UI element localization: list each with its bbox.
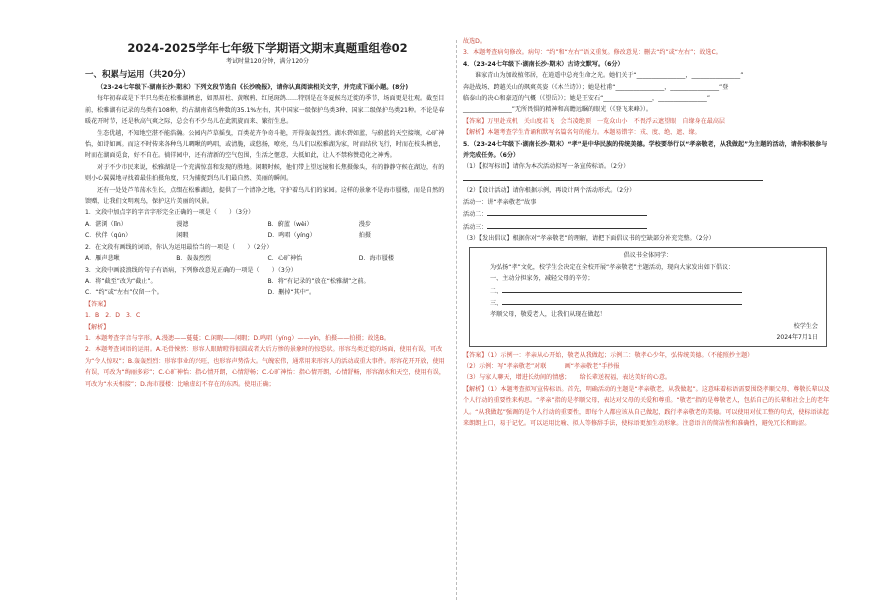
answer-label: 【答案】 bbox=[463, 351, 488, 359]
answer-line[interactable] bbox=[463, 173, 763, 181]
analysis-label: 【解析】 bbox=[463, 129, 488, 137]
option: C．心旷神怡 bbox=[267, 255, 303, 263]
option: C．“约”或“左右”仅留一个。 bbox=[85, 289, 163, 297]
analysis-label: 【解析】 bbox=[85, 323, 110, 331]
passage-paragraph: 对于不少市民来说，松雅湖是一个充满惊喜和发现的胜地。闲暇时候，他们带上望远镜和长焦摄像头，有的静静守候在湖边，有的则小心翼翼地寻找着最佳拍摄角度，只为捕捉到鸟儿们最自然、美丽的瞬间。 bbox=[85, 163, 445, 183]
question-5: 5．（23-24七年级下·湖南长沙·期末）“孝”是中华民族的传统美德。学校要举行以“孝亲敬老，从我做起”为主题的活动，请你积极参与并完成任务。（6分） bbox=[463, 140, 828, 160]
analysis-text: 3．本题考查病句修改。病句：“约”和“左右”语义重复。修改意见：删去“约”或“左右”；故选C。 bbox=[463, 49, 722, 57]
question-3-options bbox=[85, 276, 450, 287]
proposal-title: 倡议书全体同学： bbox=[623, 252, 673, 260]
option: A．湛浏（lǐn） bbox=[85, 220, 127, 228]
question-1-options bbox=[85, 230, 450, 241]
proposal-date: 2024年7月1日 bbox=[776, 334, 818, 342]
analysis-text: （1）本题考查拟写宣传标语。首先，明确活动的主题是“孝亲敬老，从我做起”。这意味着标语需要围绕孝顺父母、尊敬长辈以及个人行动的重要性来构思。“孝亲”指的是孝顺父母，表达对父母的关爱和尊重。“敬老”指的是尊敬老人，包括自己的长辈和社会上的老年人。“从我做起”强调的是个人行动的重要性，即每个人都应该从自己做起，践行孝亲敬老的美德。可以使用对仗工整的句式，使标语读起来朗朗上口，易于记忆。可以运用比喻、拟人等修辞手法，使标语更加生动形象。注意语言的简洁性和准确性，避免冗长和晦涩。 bbox=[463, 385, 830, 427]
proposal-item: 三、 bbox=[490, 299, 503, 307]
answer-label: 【答案】 bbox=[85, 300, 110, 308]
question-2: 2．在文段有画线的词语，你认为运用最恰当的一项是（ ）（2分） bbox=[85, 243, 273, 251]
analysis-text: 本题考查学生背诵和默写名篇名句的能力。本题易错字：戎、度、绝、遮、缘。 bbox=[487, 129, 701, 137]
analysis-text: 1．本题考查字音与字形。A.漫漶——蔓蔓；C.闲暇——闲暇；D.鸣唱（yíng）——yín，拍摄——拍摄；故选B。 bbox=[85, 334, 391, 342]
option: B．将“有记录的”放在“松雅湖”之前。 bbox=[267, 277, 370, 285]
proposal-closing: 孝顺父母，敬爱老人，让我们从现在做起！ bbox=[490, 311, 606, 319]
question-5-2: （2）【设计活动】请你根据示例，再设计两个活动形式。（2分） bbox=[463, 187, 636, 195]
passage-paragraph: 每年初春或是下半只鸟类在松雅湖栖息，如黑眉杜、黄喉鸦、红尾斑鸽……特别是在冬夏候鸟迁徙的季节，场面更是壮观。截至目前，松雅湖有记录的鸟类有108种，约占湖南省鸟种数的35.1%左右，其中国家一级保护鸟类3种、国家二级保护鸟类21种。不论是春暖花开时节，还是秋高气爽之际，总会有不少鸟儿在此凯旋而来、繁衍生息。 bbox=[85, 95, 445, 126]
question-2-options bbox=[85, 253, 450, 264]
option: A．雁声悲啾 bbox=[85, 255, 120, 263]
question-1: 1．文段中加点字的字音字形完全正确的一项是（ ）（3分） bbox=[85, 209, 255, 217]
analysis-label: 【解析】 bbox=[463, 385, 488, 393]
question-3-options bbox=[85, 287, 450, 298]
option: B．轰轰烈烈 bbox=[176, 255, 211, 263]
activity-1: 活动一：讲“孝亲敬老”故事 bbox=[463, 198, 537, 206]
question-5-3: （3）【发出倡议】根据你对“孝亲敬老”的理解，请把下面倡议书的空缺部分补充完整。（2分） bbox=[463, 234, 715, 242]
option: C．伙伴（qún） bbox=[85, 232, 132, 240]
proposal-item: 二、 bbox=[490, 287, 503, 295]
passage-paragraph: 还有一处处芦苇荡水生长，点缀在松雅湖边，提供了一个清净之地，守护着鸟儿们的家园。这样的景象不是海市蜃楼，而是自然的馈赠，让我们文明观鸟，保护这片美丽的风景。 bbox=[85, 186, 445, 206]
activity-2: 活动二： bbox=[463, 211, 488, 219]
analysis-text: 故选D。 bbox=[463, 38, 486, 45]
question-5-1: （1）【拟写标语】请你为本次活动拟写一条宣传标语。（2分） bbox=[463, 163, 630, 171]
option: 拍摄 bbox=[358, 232, 371, 240]
option: 漫漶 bbox=[176, 220, 189, 228]
answer-text: （3）与家人聊天，增进长幼间的情感； 给长辈送祝福，表达美好的心意。 bbox=[463, 374, 672, 382]
answer-line[interactable] bbox=[487, 208, 647, 216]
question-1-options bbox=[85, 219, 450, 230]
right-column bbox=[463, 0, 833, 429]
proposal-body: 为弘扬“孝”文化，校学生会决定在全校开展“孝亲敬老”主题活动，现向大家发出如下倡议： bbox=[490, 263, 735, 271]
column-divider bbox=[456, 40, 457, 600]
section-heading: 一、积累与运用（共20分） bbox=[85, 70, 191, 80]
proposal-item: 一、主动分担家务，减轻父母的辛劳； bbox=[490, 275, 594, 283]
answer-text: 万里赴戎机 关山度若飞 会当凌绝顶 一览众山小 不畏浮云遮望眼 自缘身在最高层 bbox=[487, 117, 726, 125]
analysis-text: 2．本题考查词语的运用。A.毛骨悚然：形容人眼睛瞪得很圆或者大后方惨的景象时的惊恐状。形容鸟类迁徙的场面，使用有误，可改为“令人惊叹”；B.轰轰烈烈：形容事业的兴旺，也形容声势浩大。气魄宏伟，通常用来形容人的活动或重大事件。形容花开开放，使用有误，可改为“绚丽多彩”；C.心旷神怡：指心情开朗，心情舒畅；C.心旷神怡：指心情开朗，心情舒畅，形容湖水和天空，使用有误，可改为“水天相接”；D.海市蜃楼：比喻虚幻不存在的东西。使用正确； bbox=[85, 346, 445, 388]
left-column bbox=[85, 0, 450, 390]
answer-line[interactable] bbox=[502, 285, 742, 293]
option: 闲暇 bbox=[176, 232, 189, 240]
option: B．蔚蓝（wèi） bbox=[267, 220, 313, 228]
option: D．海市蜃楼 bbox=[358, 255, 394, 263]
question-3: 3．文段中画波浪线的句子有语病，下列修改意见正确的一项是（ ）（3分） bbox=[85, 266, 297, 274]
option: A．将“截至”改为“截止”。 bbox=[85, 277, 157, 285]
question-4-body: ________________”无所畏惧的精神和高瞻远瞩的眼光（《登飞来峰》）。 bbox=[463, 106, 653, 114]
answer-text: （2）示例：写“孝亲敬老”对联 画“孝亲敬老”手抄报 bbox=[463, 362, 620, 370]
option: D．鸣唱（yíng） bbox=[267, 232, 316, 240]
answer-text: 1．B 2．D 3．C bbox=[85, 312, 141, 320]
question-4-body: 谁家青山为加故植邻居，在逍遥中总亮生命之光。她们关于“________________，________________” bbox=[475, 72, 744, 80]
answer-line[interactable] bbox=[487, 221, 647, 229]
question-4: 4．（23-24七年级下·湖南长沙·期末）古诗文默写。（6分） bbox=[463, 60, 624, 68]
page-title: 2024-2025学年七年级下学期语文期末真题重组卷02 bbox=[127, 41, 408, 55]
answer-line[interactable] bbox=[502, 297, 742, 305]
proposal-box bbox=[469, 247, 827, 346]
option: D．删掉“其中”。 bbox=[267, 289, 316, 297]
proposal-signature: 校学生会 bbox=[793, 322, 818, 330]
question-4-body: 奔赴战场、跨越关山的飒爽英姿（《木兰诗》）；她是杜甫“________________，________________”登 bbox=[463, 83, 729, 91]
question-4-body: 临泰山的决心和豪迈的气概（《望岳》）；她是王安石“________________，________________” bbox=[463, 95, 711, 103]
answer-label: 【答案】 bbox=[463, 117, 488, 125]
answer-text: （1）示例一：孝亲从心开始，敬老从我做起；示例二：敬孝心少年，弘传统美德。（不能照抄主题） bbox=[487, 351, 754, 359]
passage-paragraph: 生态优越，不知地空湛不能浩瀚。公园内芦草摇曳，百类花卉争奇斗艳，开得轰轰烈烈。湖水碧如蓝，与蔚蓝的天空接壤，心旷神怡，如诗如画。而这不时传来各种鸟儿啁啾的鸣唱，或清脆，或悠扬，嘹亮，鸟儿们以松雅湖为家，时而结伙飞行，时而在枝头栖息，时而在湖面觅食，好不自在。徜徉园中，还有清新的空气包围，生活之惬意，大抵如此，让人不禁称赞造化之神秀。 bbox=[85, 129, 445, 160]
activity-3: 活动三： bbox=[463, 223, 488, 231]
question-intro: （23-24七年级下·湖南长沙·期末）下列文段节选自《长沙晚报》，请你认真阅读相关文字，并完成下面小题。(8分) bbox=[97, 84, 409, 91]
exam-info: 考试时量120分钟，满分120分 bbox=[226, 58, 309, 65]
option: 漫步 bbox=[358, 220, 371, 228]
